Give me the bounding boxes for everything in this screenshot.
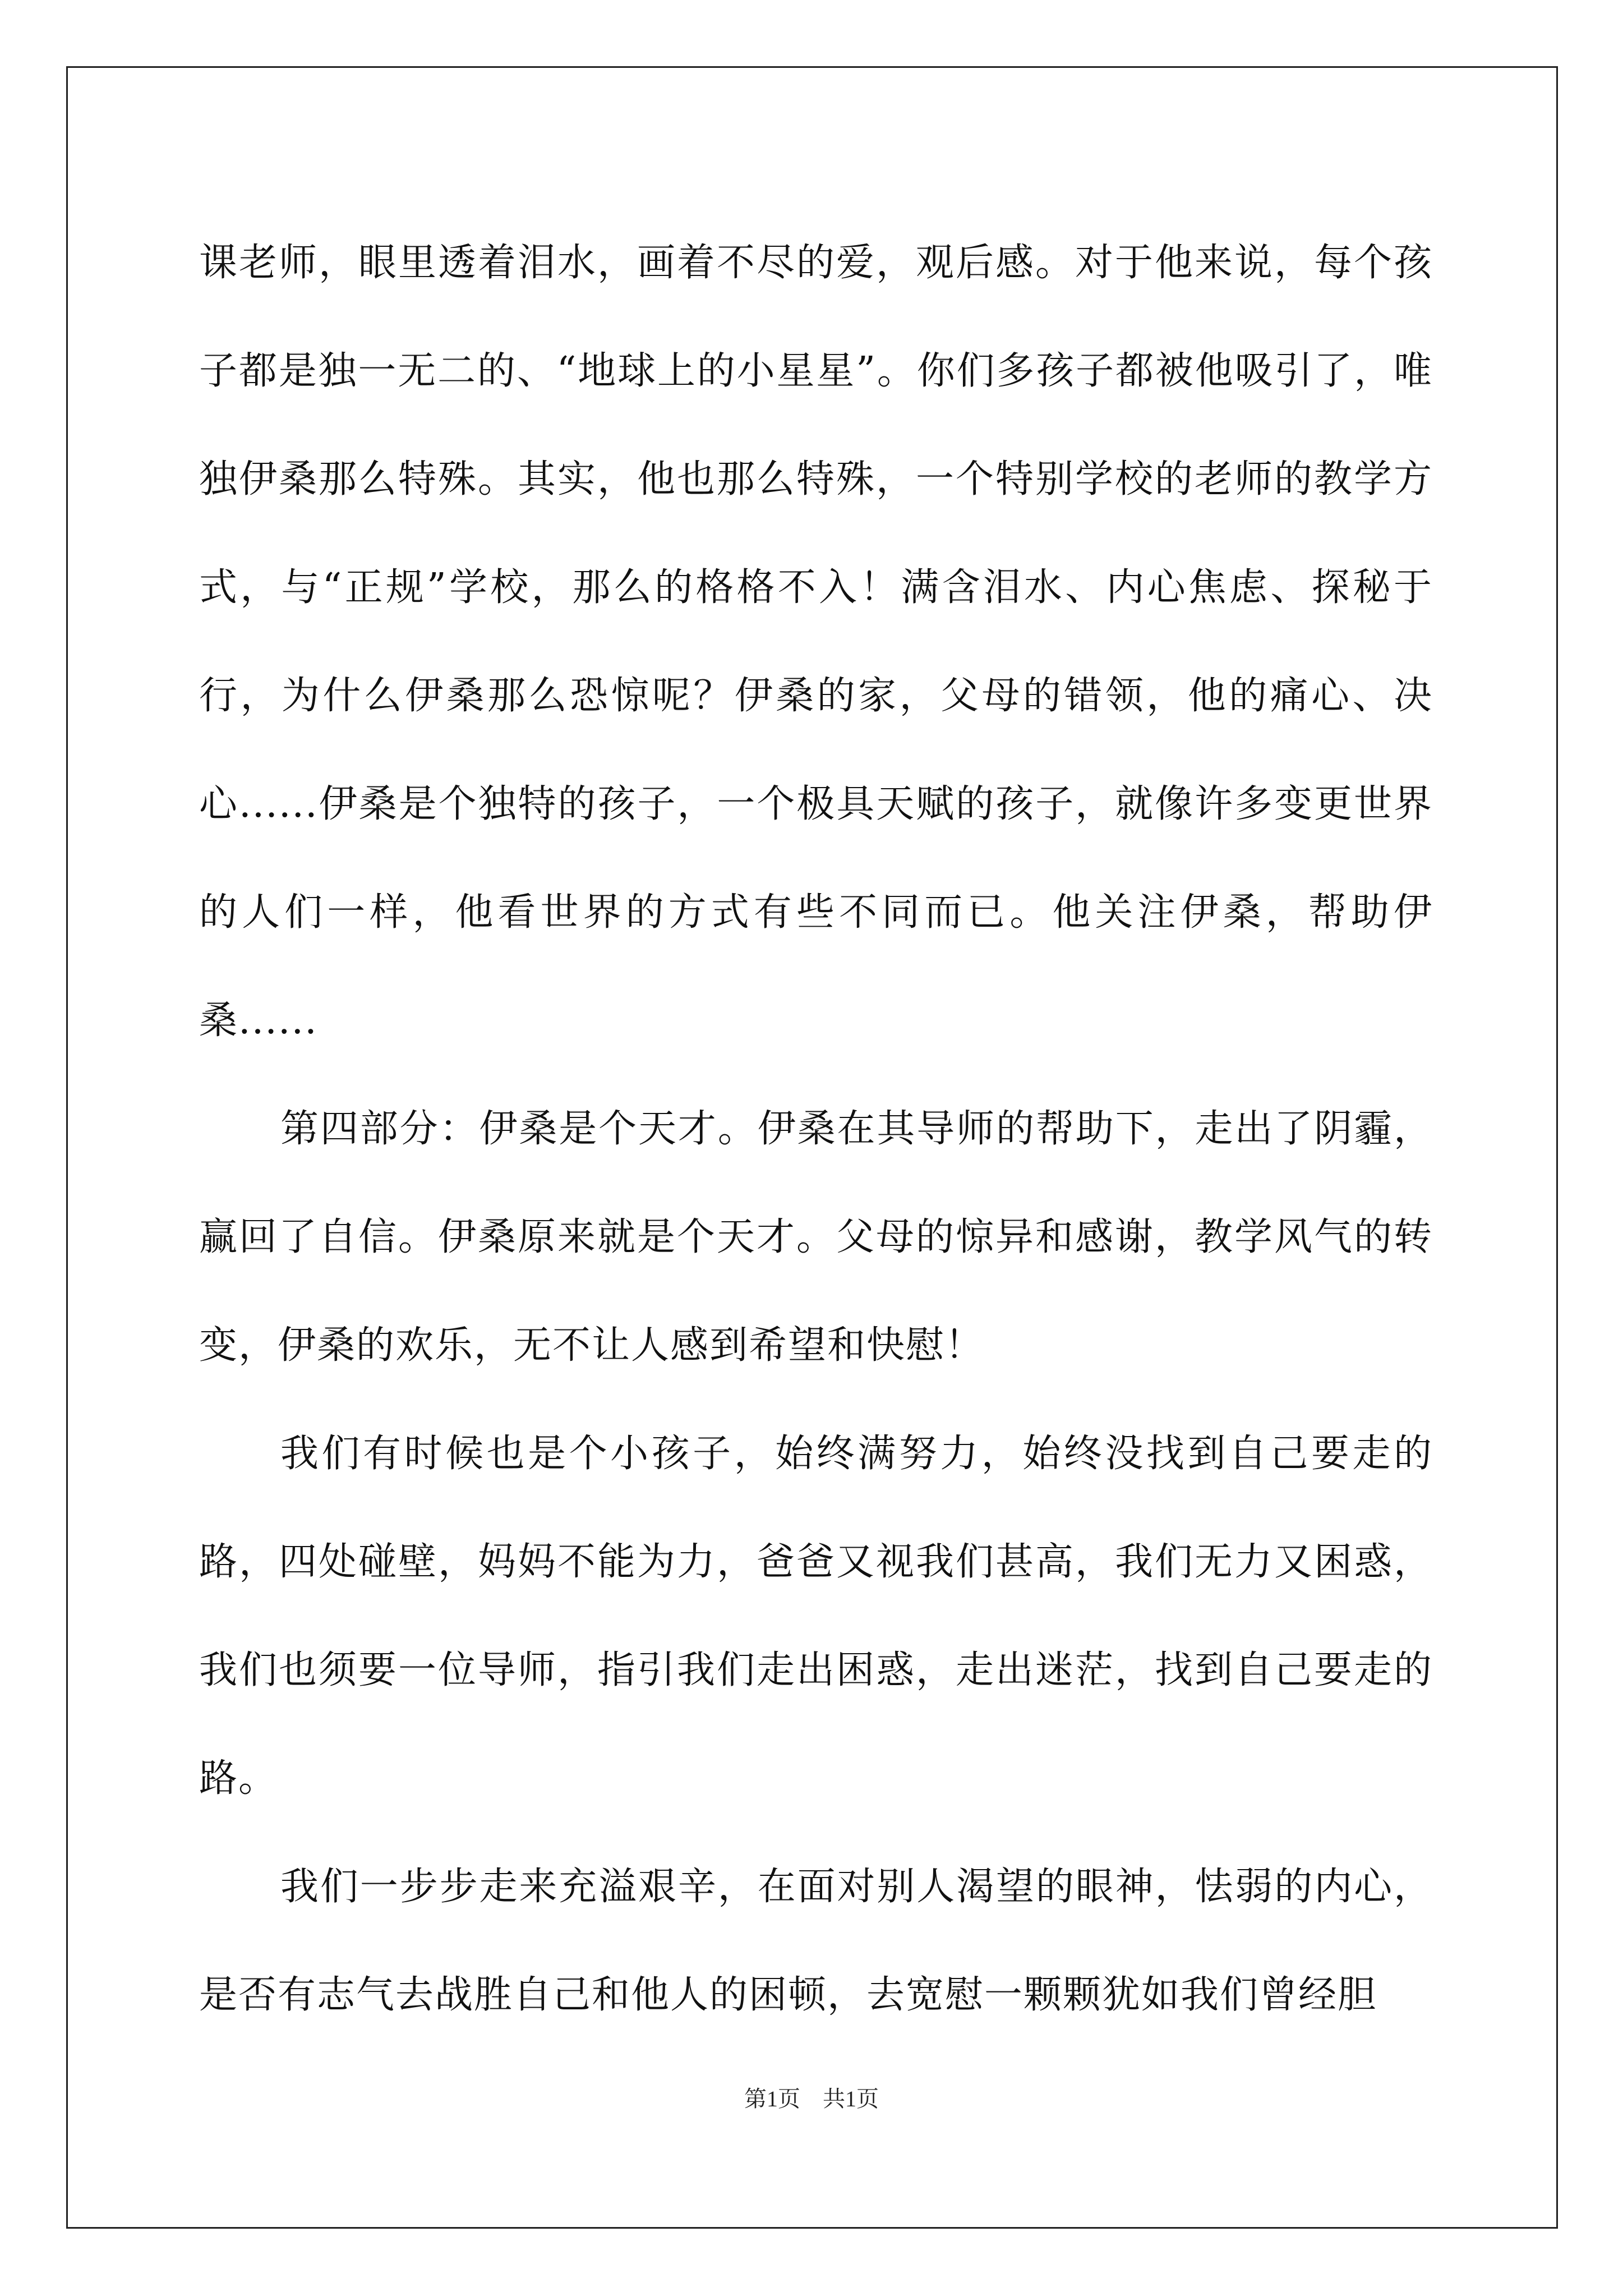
paragraph-1: 课老师，眼里透着泪水，画着不尽的爱，观后感。对于他来说，每个孩子都是独一无二的、“地球上的小星星”。你们多孩子都被他吸引了，唯独伊桑那么特殊。其实，他也那么特殊，一个特别学校的老师的教学方式，与“正规”学校，那么的格格不入！满含泪水、内心焦虑、探秘于行，为什么伊桑那么恐惊呢？伊桑的家，父母的错领，他的痛心、决心......伊桑是个独特的孩子，一个极具天赋的孩子，就像许多变更世界的人们一样，他看世界的方式有些不同而已。他关注伊桑，帮助伊桑...... xyxy=(199,241,1433,1043)
paragraph-2: 第四部分：伊桑是个天才。伊桑在其导师的帮助下，走出了阴霾，赢回了自信。伊桑原来就是个天才。父母的惊异和感谢，教学风气的转变，伊桑的欢乐，无不让人感到希望和快慰！ xyxy=(199,1107,1433,1368)
paragraph-3: 我们有时候也是个小孩子，始终满努力，始终没找到自己要走的路，四处碰壁，妈妈不能为力，爸爸又视我们甚高，我们无力又困惑，我们也须要一位导师，指引我们走出困惑，走出迷茫，找到自己要走的路。 xyxy=(199,1432,1433,1801)
document-body xyxy=(199,209,1433,2049)
paragraph-4: 我们一步步走来充溢艰辛，在面对别人渴望的眼神，怯弱的内心，是否有志气去战胜自己和他人的困顿，去宽慰一颗颗犹如我们曾经胆 xyxy=(199,1865,1433,2017)
page-footer: 第1页 共1页 xyxy=(744,2086,879,2111)
